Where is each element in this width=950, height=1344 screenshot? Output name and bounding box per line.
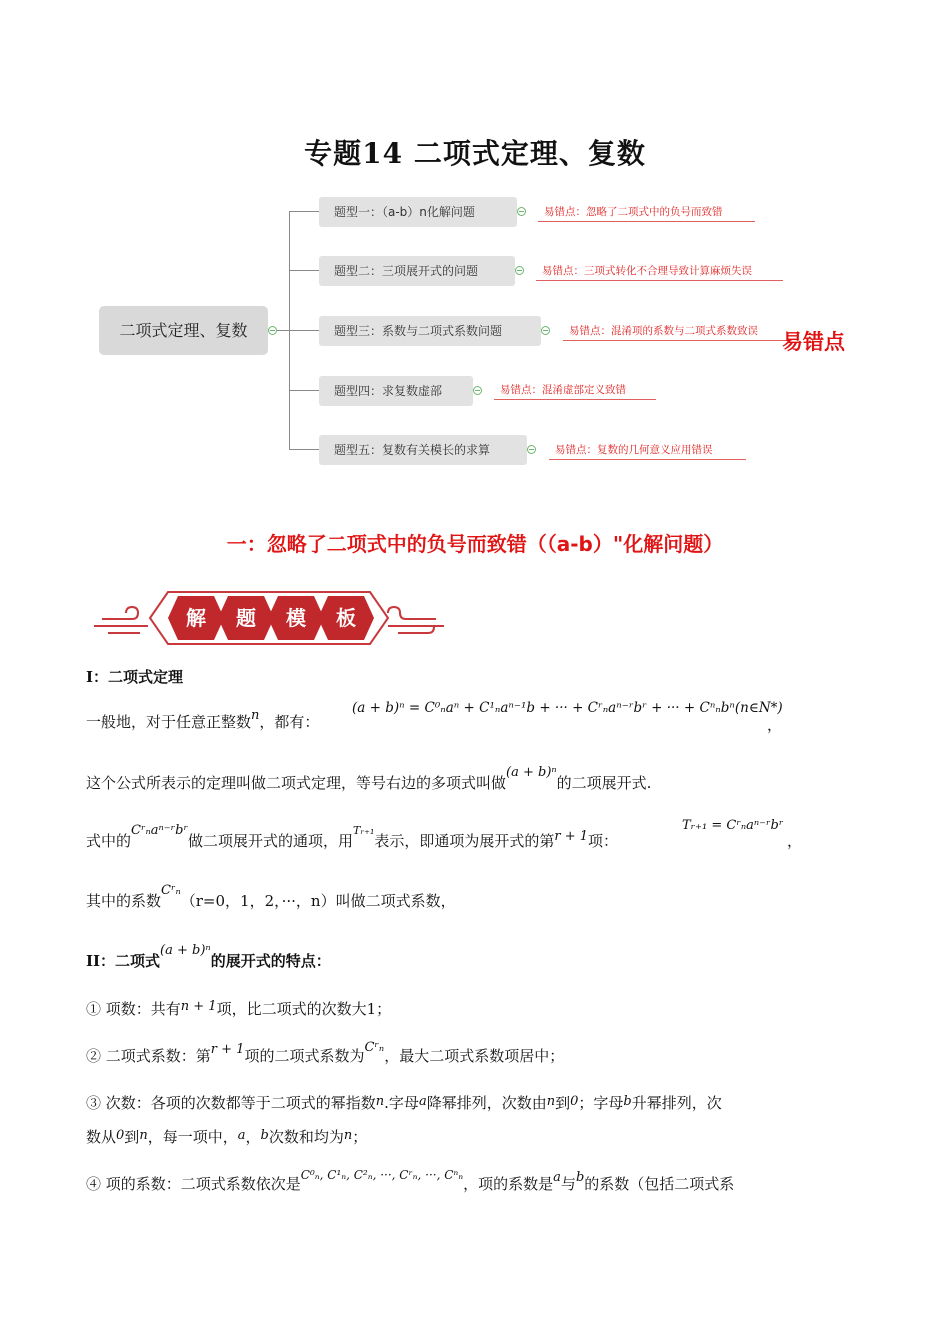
banner-char-1: 解 <box>186 606 206 630</box>
formula-binomial: (a + b)ⁿ = C⁰ₙaⁿ + C¹ₙaⁿ⁻¹b + ··· + Cʳₙaⁿ⁻ʳbʳ + ··· + Cⁿₙbⁿ(n∈N*) <box>352 700 783 716</box>
banner-char-2: 题 <box>236 606 256 630</box>
mindmap-root: 二项式定理、复数 <box>99 306 268 355</box>
section-title: 一：忽略了二项式中的负号而致错（（a-b）"化解问题） <box>226 532 724 556</box>
topic-node-1: 题型一：（a-b）n化解问题 <box>319 197 517 227</box>
topic-node-2: 题型二：三项展开式的问题 <box>319 256 515 286</box>
error-node-2: 易错点：三项式转化不合理导致计算麻烦失误 <box>536 263 783 281</box>
collapse-icon[interactable] <box>541 326 550 335</box>
paragraph-2: 这个公式所表示的定理叫做二项式定理，等号右边的多项式叫做(a + b)ⁿ的二项展开式. <box>86 765 652 792</box>
banner-char-4: 板 <box>336 606 356 630</box>
paragraph-1: 一般地，对于任意正整数n，都有： <box>86 708 320 731</box>
paragraph-4: 其中的系数Cʳₙ（r=0，1，2，···，n）叫做二项式系数， <box>86 883 456 910</box>
collapse-icon[interactable] <box>473 386 482 395</box>
formula-general-term: Tᵣ₊₁ = Cʳₙaⁿ⁻ʳbʳ <box>682 818 784 833</box>
error-node-1: 易错点：忽略了二项式中的负号而致错 <box>538 204 755 222</box>
list-item-3: ③ 次数：各项的次数都等于二项式的幂指数n.字母a降幂排列，次数由n到0；字母b升幂排列，次 <box>86 1094 722 1112</box>
list-item-1: ① 项数：共有n + 1项，比二项式的次数大1； <box>86 999 392 1018</box>
comma: ， <box>787 832 803 850</box>
banner-char-3: 模 <box>286 606 306 630</box>
paragraph-3: 式中的Cʳₙaⁿ⁻ʳbʳ做二项展开式的通项，用$^{Tᵣ_{+1}}$表示，即通项为展开式的第r + 1项： <box>86 823 619 850</box>
heading-expansion-features: II：二项式(a + b)ⁿ的展开式的特点： <box>86 943 331 970</box>
list-item-4: ④ 项的系数：二项式系数依次是$^{C^0_n, C^1_n, C^2_n, \cdot\cdot\cdot, Cʳ_n, \cdot\cdot\cdot, C^n_n}$，项的系数是a与b的系数（包括二项式系 <box>86 1168 735 1193</box>
comma: ， <box>767 716 783 734</box>
error-node-4: 易错点：混淆虚部定义致错 <box>494 382 656 400</box>
error-node-3: 易错点：混淆项的系数与二项式系数致误 <box>563 323 790 341</box>
banner-decoration <box>88 586 450 650</box>
collapse-icon[interactable] <box>527 445 536 454</box>
collapse-icon[interactable] <box>517 207 526 216</box>
heading-binomial-theorem: I：二项式定理 <box>86 668 184 686</box>
collapse-icon[interactable] <box>268 326 277 335</box>
error-node-5: 易错点：复数的几何意义应用错误 <box>549 442 746 460</box>
topic-node-4: 题型四：求复数虚部 <box>319 376 473 406</box>
list-item-2: ② 二项式系数：第r + 1项的二项式系数为Cʳₙ，最大二项式系数项居中； <box>86 1040 565 1065</box>
list-item-3-cont: 数从0到n，每一项中，a，b次数和均为n； <box>86 1128 368 1146</box>
error-label: 易错点 <box>782 330 845 354</box>
topic-node-5: 题型五：复数有关模长的求算 <box>319 435 527 465</box>
collapse-icon[interactable] <box>515 266 524 275</box>
topic-node-3: 题型三：系数与二项式系数问题 <box>319 316 541 346</box>
page-title: 专题14 二项式定理、复数 <box>304 137 646 170</box>
